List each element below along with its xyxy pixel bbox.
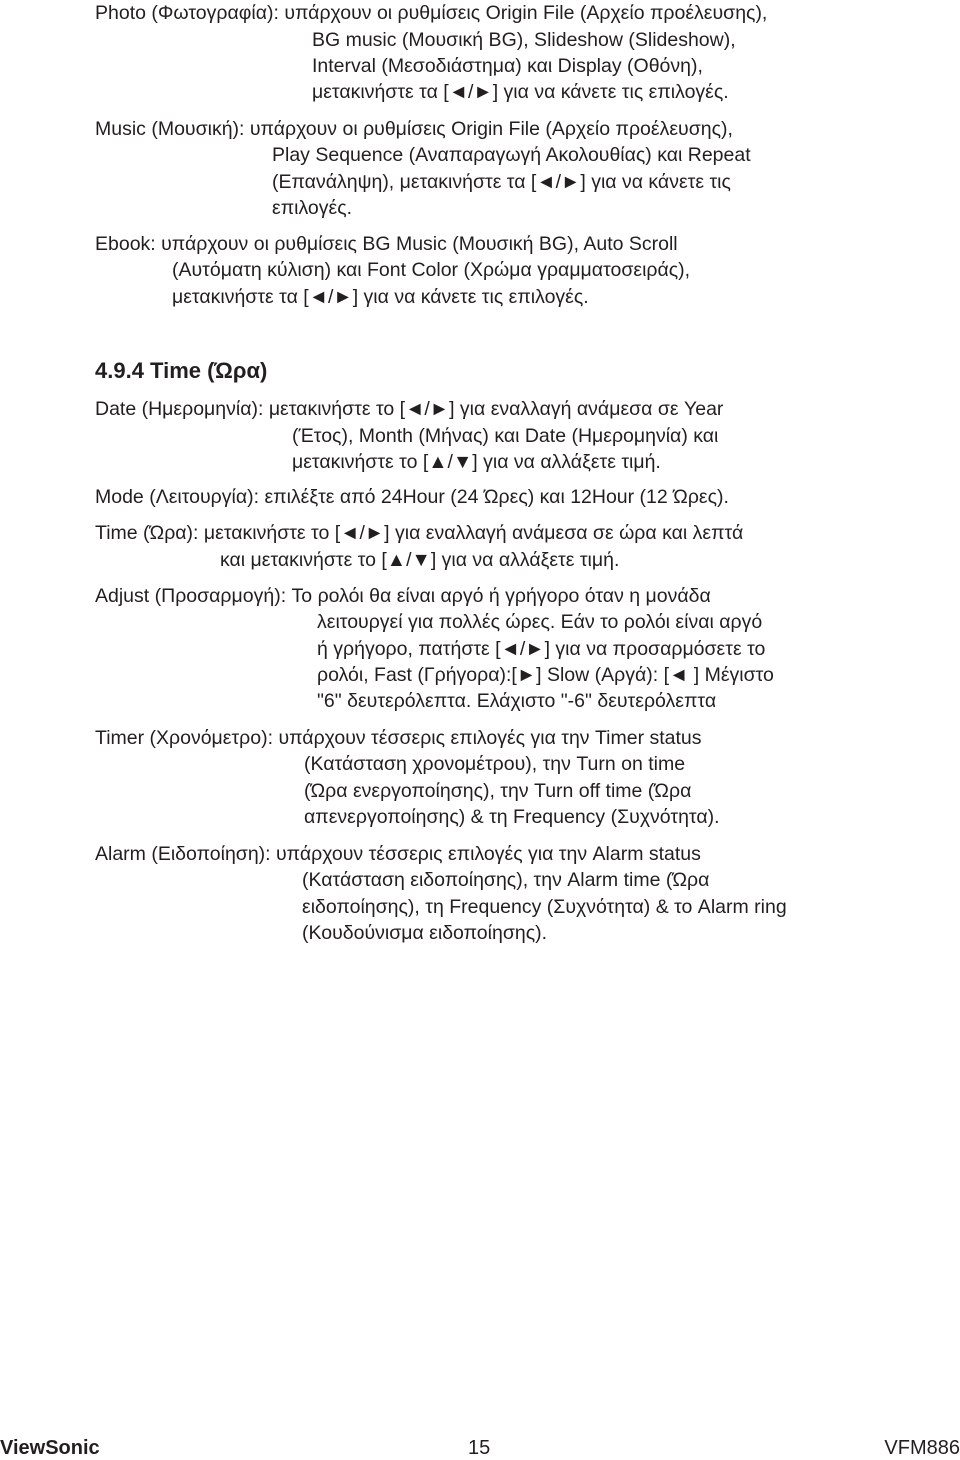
photo-line-1: Photo (Φωτογραφία): υπάρχουν οι ρυθμίσεις Origin File (Αρχείο προέλευσης), [95,2,768,24]
alarm-line-2: (Κατάσταση ειδοποίησης), την Alarm time (Ώρα [302,869,710,891]
timer-line-3: (Ώρα ενεργοποίησης), την Turn off time (Ώρα [304,780,692,802]
adjust-line-5: "6" δευτερόλεπτα. Ελάχιστο "-6" δευτερόλεπτα [317,690,717,712]
alarm-line-1: Alarm (Ειδοποίηση): υπάρχουν τέσσερις επιλογές για την Alarm status [95,843,701,865]
music-line-3: (Επανάληψη), μετακινήστε τα [◄/►] για να κάνετε τις [272,171,731,193]
adjust-line-1: Adjust (Προσαρμογή): Το ρολόι θα είναι αργό ή γρήγορο όταν η μονάδα [95,585,711,607]
date-line-1: Date (Ημερομηνία): μετακινήστε το [◄/►] για εναλλαγή ανάμεσα σε Year [95,398,724,420]
adjust-line-4: ρολόι, Fast (Γρήγορα):[►] Slow (Αργά): [◄ ] Μέγιστο [317,664,774,686]
adjust-line-3: ή γρήγορο, πατήστε [◄/►] για να προσαρμόσετε το [317,638,766,660]
ebook-line-3: μετακινήστε τα [◄/►] για να κάνετε τις επιλογές. [172,286,589,308]
music-line-2: Play Sequence (Αναπαραγωγή Ακολουθίας) και Repeat [272,144,751,166]
date-line-2: (Έτος), Month (Μήνας) και Date (Ημερομηνία) και [292,425,719,447]
adjust-line-2: λειτουργεί για πολλές ώρες. Εάν το ρολόι είναι αργό [317,611,763,633]
timer-line-2: (Κατάσταση χρονομέτρου), την Turn on time [304,753,686,775]
time-line-2: και μετακινήστε το [▲/▼] για να αλλάξετε τιμή. [220,549,620,571]
photo-line-3: Interval (Μεσοδιάστημα) και Display (Οθόνη), [312,55,703,77]
footer-brand: ViewSonic [0,1437,100,1459]
time-line-1: Time (Ώρα): μετακινήστε το [◄/►] για εναλλαγή ανάμεσα σε ώρα και λεπτά [95,522,744,544]
photo-line-2: BG music (Μουσική BG), Slideshow (Slideshow), [312,29,736,51]
alarm-line-4: (Κουδούνισμα ειδοποίησης). [302,922,548,944]
photo-line-4: μετακινήστε τα [◄/►] για να κάνετε τις επιλογές. [312,81,729,103]
alarm-line-3: ειδοποίησης), τη Frequency (Συχνότητα) & το Alarm ring [302,896,787,918]
ebook-line-1: Ebook: υπάρχουν οι ρυθμίσεις BG Music (Μουσική BG), Auto Scroll [95,233,678,255]
timer-line-1: Timer (Χρονόμετρο): υπάρχουν τέσσερις επιλογές για την Timer status [95,727,702,749]
mode-line-1: Mode (Λειτουργία): επιλέξτε από 24Hour (24 Ώρες) και 12Hour (12 Ώρες). [95,486,729,508]
section-heading: 4.9.4 Time (Ώρα) [95,358,268,383]
footer-model: VFM886 [884,1437,960,1459]
music-line-1: Music (Μουσική): υπάρχουν οι ρυθμίσεις Origin File (Αρχείο προέλευσης), [95,118,733,140]
date-line-3: μετακινήστε το [▲/▼] για να αλλάξετε τιμή. [292,451,661,473]
music-line-4: επιλογές. [272,197,353,219]
ebook-line-2: (Αυτόματη κύλιση) και Font Color (Χρώμα γραμματοσειράς), [172,259,691,281]
timer-line-4: απενεργοποίησης) & τη Frequency (Συχνότητα). [304,806,720,828]
footer-page-number: 15 [468,1437,491,1459]
